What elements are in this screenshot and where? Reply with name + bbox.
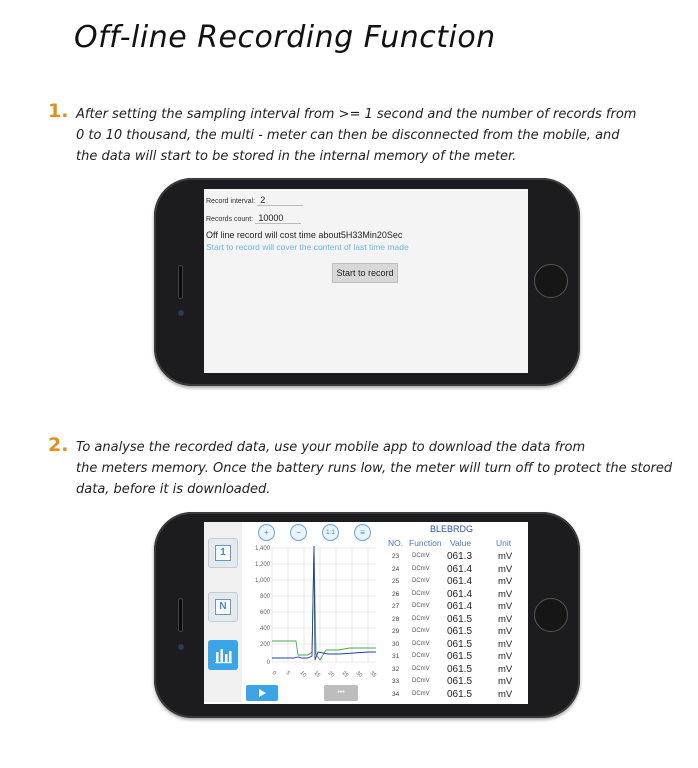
x-tick: 35	[368, 670, 378, 679]
row-value: 061.4	[447, 601, 473, 612]
zoom-reset-button[interactable]: 1:1	[322, 524, 339, 541]
col-header-function: Function	[409, 538, 442, 548]
step-2-number: 2.	[48, 434, 69, 456]
col-header-no: NO.	[388, 538, 404, 548]
series-green	[272, 546, 376, 660]
row-unit: mV	[498, 576, 513, 587]
row-no: 34	[392, 690, 400, 698]
step-2-line-2: the meters memory. Once the battery runs low, the meter will turn off to protect the stored	[76, 461, 673, 476]
table-row[interactable]	[382, 576, 524, 588]
col-header-value: Value	[450, 538, 472, 548]
phone-2-screen	[204, 522, 528, 704]
table-row[interactable]	[382, 626, 524, 638]
speaker-slot	[178, 265, 183, 299]
row-no: 27	[392, 603, 400, 610]
chart-bottom-bar	[242, 684, 382, 702]
x-tick: 15	[312, 670, 322, 679]
play-button[interactable]	[246, 685, 278, 701]
y-tick: 0	[266, 660, 270, 666]
home-button[interactable]	[534, 598, 568, 632]
x-tick: 10	[298, 670, 308, 679]
step-1-line-3: the data will start to be stored in the internal memory of the meter.	[76, 149, 517, 164]
play-icon	[246, 685, 278, 701]
y-tick: 200	[259, 642, 270, 648]
phone-1-screen	[204, 189, 528, 373]
row-function: DCmV	[412, 628, 430, 634]
page-title: Off-line Recording Function	[74, 20, 496, 55]
table-row[interactable]	[382, 651, 524, 663]
row-no: 30	[392, 640, 400, 648]
table-row[interactable]	[382, 551, 524, 563]
chart-view-icon[interactable]	[208, 640, 238, 670]
step-2-text	[76, 437, 672, 500]
row-value: 061.5	[447, 651, 473, 662]
table-row[interactable]	[382, 664, 524, 676]
x-tick: 20	[326, 670, 336, 679]
zoom-in-button[interactable]: +	[258, 524, 275, 541]
row-no: 26	[392, 590, 400, 598]
row-no: 23	[392, 553, 400, 560]
row-unit: mV	[498, 626, 513, 637]
row-no: 28	[392, 615, 400, 623]
row-function: DCmV	[412, 603, 430, 609]
phone-1	[154, 178, 580, 386]
phone-2	[154, 512, 580, 718]
row-unit: mV	[498, 688, 513, 700]
y-tick: 1,000	[254, 578, 270, 584]
record-interval-input[interactable]: 2	[257, 195, 303, 206]
y-tick: 400	[259, 626, 270, 632]
device-name: BLEBRDG	[430, 524, 474, 534]
x-tick: 0	[270, 670, 277, 677]
camera-dot	[178, 644, 184, 650]
step-1-line-1: After setting the sampling interval from >= 1 second and the number of records from	[76, 107, 637, 122]
zoom-out-button[interactable]: −	[290, 524, 307, 541]
row-value: 061.5	[447, 613, 473, 625]
table-row[interactable]	[382, 564, 524, 576]
row-unit: mV	[498, 663, 513, 675]
row-value: 061.5	[447, 626, 473, 637]
menu-button[interactable]: ≡	[354, 524, 371, 541]
row-unit: mV	[498, 551, 513, 562]
cost-time-text: Off line record will cost time about5H33Min20Sec	[206, 230, 403, 240]
row-unit: mV	[498, 588, 513, 600]
step-1-text	[76, 104, 636, 167]
row-function: DCmV	[412, 565, 430, 572]
home-button[interactable]	[534, 264, 568, 298]
row-value: 061.5	[447, 638, 473, 650]
chart-grid	[272, 548, 376, 662]
y-tick: 600	[259, 610, 270, 616]
table-row[interactable]	[382, 614, 524, 626]
step-2-line-1: To analyse the recorded data, use your mobile app to download the data from	[76, 440, 586, 455]
row-no: 33	[392, 678, 400, 685]
y-tick: 1,200	[254, 562, 270, 568]
row-unit: mV	[498, 676, 513, 687]
y-tick: 800	[259, 594, 270, 600]
records-count-input[interactable]: 10000	[255, 213, 301, 224]
readings-table	[382, 522, 524, 702]
row-function: DCmV	[412, 678, 430, 684]
single-record-glyph: 1	[215, 545, 231, 561]
row-no: 24	[392, 565, 400, 573]
row-value: 061.5	[447, 663, 473, 675]
row-function: DCmV	[412, 653, 430, 659]
table-row[interactable]	[382, 601, 524, 613]
row-function: DCmV	[412, 578, 430, 584]
start-record-button[interactable]: Start to record	[332, 263, 398, 283]
row-function: DCmV	[412, 640, 430, 647]
row-unit: mV	[498, 651, 513, 662]
record-interval-label: Record interval:	[206, 198, 256, 205]
multi-record-glyph: N	[215, 599, 231, 615]
side-toolbar	[204, 522, 242, 702]
row-value: 061.4	[447, 563, 473, 575]
step-1-line-2: 0 to 10 thousand, the multi - meter can then be disconnected from the mobile, and	[76, 128, 620, 143]
row-function: DCmV	[412, 590, 430, 597]
step-1-number: 1.	[48, 100, 69, 122]
readings-chart	[242, 542, 382, 684]
row-unit: mV	[498, 613, 513, 625]
camera-dot	[178, 310, 184, 316]
row-value: 061.4	[447, 576, 473, 587]
x-tick: 30	[354, 670, 364, 679]
row-unit: mV	[498, 563, 513, 575]
row-unit: mV	[498, 601, 513, 612]
series-blue	[272, 546, 376, 660]
row-value: 061.3	[447, 551, 473, 562]
multi-record-icon[interactable]	[208, 592, 238, 622]
row-value: 061.4	[447, 588, 473, 600]
row-no: 31	[392, 653, 400, 660]
row-function: DCmV	[412, 553, 430, 559]
row-function: DCmV	[412, 615, 430, 622]
row-function: DCmV	[412, 690, 430, 697]
single-record-icon[interactable]	[208, 538, 238, 568]
speaker-slot	[178, 598, 183, 632]
table-row[interactable]	[382, 676, 524, 688]
records-count-row	[206, 213, 301, 224]
record-interval-row	[206, 195, 303, 206]
bar-chart-icon	[208, 640, 238, 670]
row-unit: mV	[498, 638, 513, 650]
col-header-unit: Unit	[496, 538, 512, 548]
overwrite-warning: Start to record will cover the content of last time made	[206, 242, 409, 252]
more-button[interactable]: •••	[324, 685, 358, 701]
x-tick: 25	[340, 670, 350, 679]
row-no: 25	[392, 578, 400, 585]
table-row[interactable]	[382, 689, 524, 701]
row-no: 29	[392, 628, 400, 635]
row-value: 061.5	[447, 676, 473, 687]
row-function: DCmV	[412, 665, 430, 672]
step-2-line-3: data, before it is downloaded.	[76, 482, 271, 497]
records-count-label: Records count:	[206, 216, 254, 223]
row-value: 061.5	[447, 688, 473, 700]
y-tick: 1,400	[254, 546, 270, 552]
table-row[interactable]	[382, 639, 524, 651]
x-tick: 5	[284, 670, 291, 677]
row-no: 32	[392, 665, 400, 673]
table-row[interactable]	[382, 589, 524, 601]
